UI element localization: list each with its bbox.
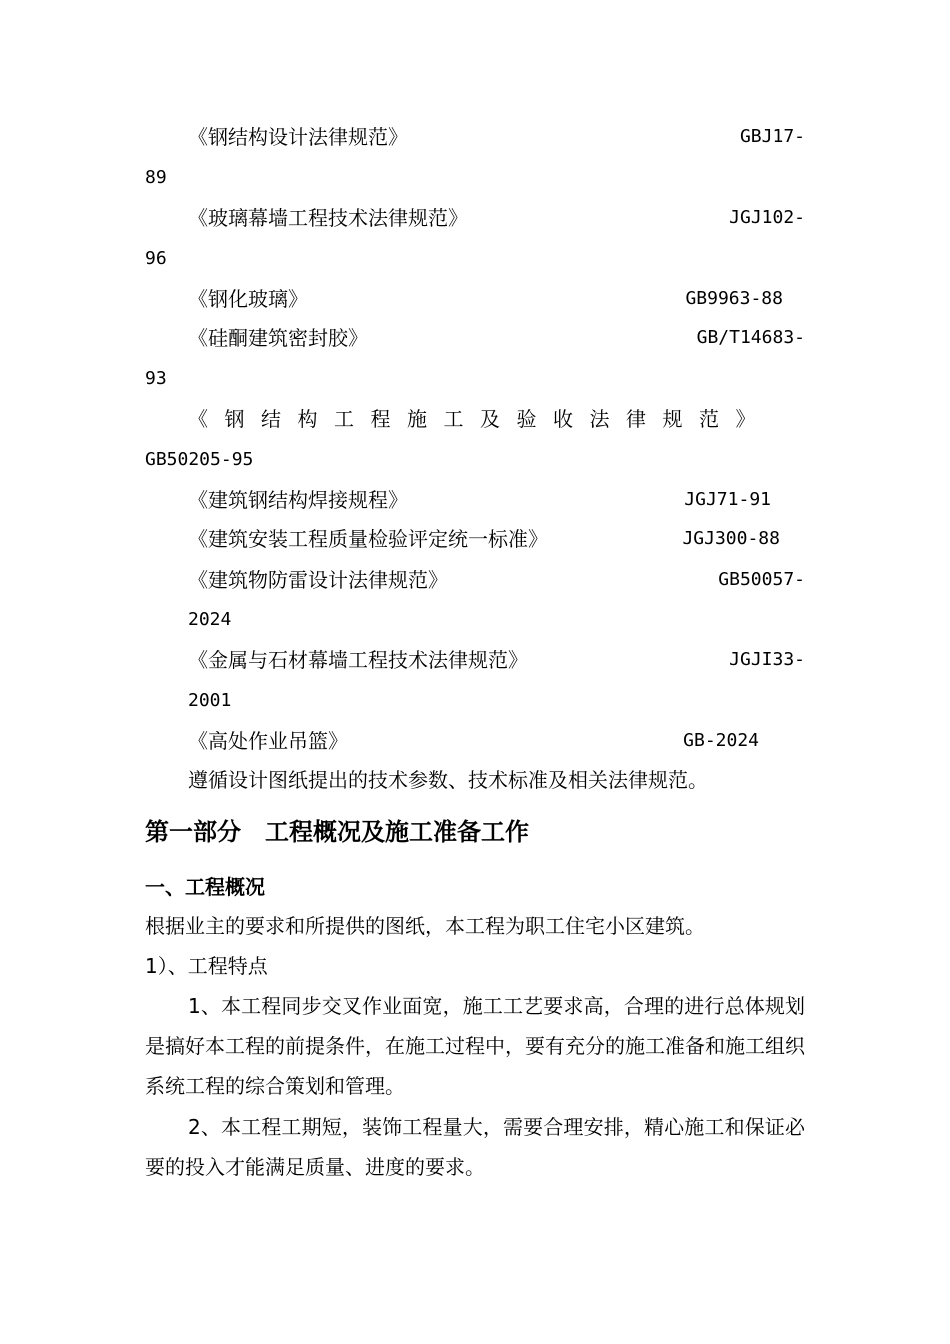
reference-title: 《钢化玻璃》 [188,287,308,311]
reference-code-continued: GB50205-95 [145,449,254,470]
feature-point-1: 1、本工程同步交叉作业面宽，施工工艺要求高，合理的进行总体规划是搞好本工程的前提条件，在施工过程中，要有充分的施工准备和施工组织系统工程的综合策划和管理。 [145,994,805,1098]
follow-standards-text: 遵循设计图纸提出的技术参数、技术标准及相关法律规范。 [188,768,708,792]
reference-title: 《金属与石材幕墙工程技术法律规范》 [188,648,528,672]
intro-paragraph: 根据业主的要求和所提供的图纸，本工程为职工住宅小区建筑。 [145,914,705,938]
reference-code: JGJI33- [729,649,805,670]
reference-row [145,480,805,520]
reference-row [145,198,805,238]
reference-title: 《钢结构设计法律规范》 [188,125,408,149]
reference-code: GB50057- [718,569,805,590]
reference-row [145,279,805,319]
reference-code: JGJ71-91 [684,489,771,510]
reference-row [145,560,805,600]
reference-title: 《高处作业吊篮》 [188,729,348,753]
reference-title: 《硅酮建筑密封胶》 [188,326,368,350]
reference-code-continued: 89 [145,167,167,188]
reference-code: GBJ17- [739,126,805,147]
reference-title-spaced: 《钢结构工程施工及验收法律规范》 [188,407,772,431]
reference-title: 《建筑钢结构焊接规程》 [188,488,408,512]
features-title: 1）、工程特点 [145,954,268,978]
reference-row [145,640,805,680]
reference-code: GB9963-88 [685,288,783,309]
reference-row [145,117,805,157]
reference-row [145,519,805,559]
section-title: 一、工程概况 [145,875,265,899]
reference-row [145,318,805,358]
reference-title: 《建筑物防雷设计法律规范》 [188,568,448,592]
feature-point-2: 2、本工程工期短，装饰工程量大，需要合理安排，精心施工和保证必要的投入才能满足质量、进度的要求。 [145,1115,805,1179]
reference-row [145,721,805,761]
reference-code-continued: 2024 [188,609,232,630]
reference-code: GB-2024 [683,730,759,751]
reference-code-continued: 2001 [188,690,232,711]
part-title: 第一部分 工程概况及施工准备工作 [145,818,529,846]
reference-title: 《建筑安装工程质量检验评定统一标准》 [188,527,548,551]
reference-code: JGJ300-88 [682,528,780,549]
reference-code-continued: 96 [145,248,167,269]
reference-code-continued: 93 [145,368,167,389]
reference-code: JGJ102- [729,207,805,228]
reference-title: 《玻璃幕墙工程技术法律规范》 [188,206,468,230]
reference-code: GB/T14683- [696,327,805,348]
